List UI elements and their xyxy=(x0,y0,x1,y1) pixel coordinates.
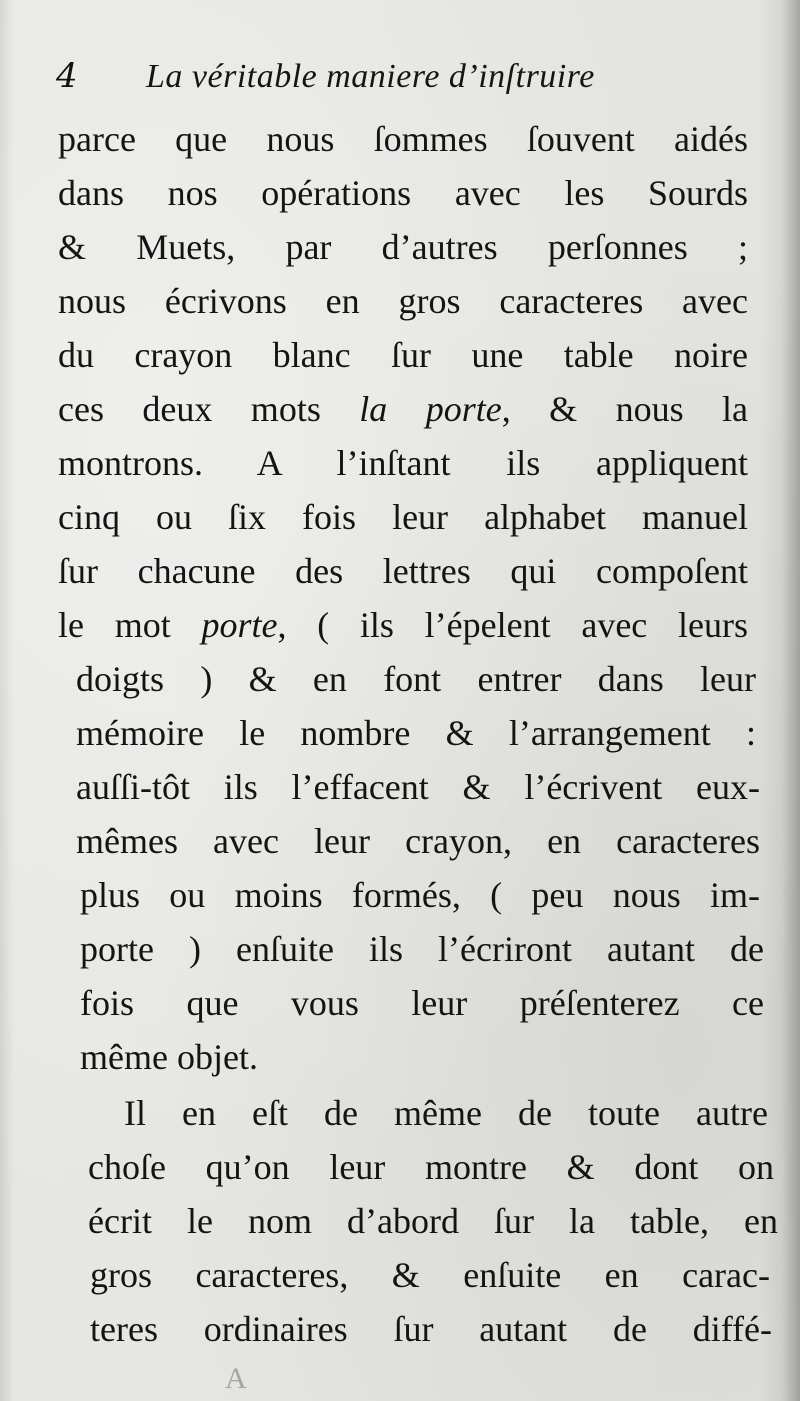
text-line-with-italic: ces deux mots la porte, & nous la xyxy=(58,389,748,429)
text-line: montrons. A l’inſtant ils appliquent xyxy=(58,443,748,483)
text-line: teres ordinaires ſur autant de diffé- xyxy=(90,1309,772,1349)
text-line: écrit le nom d’abord ſur la table, en xyxy=(88,1201,778,1241)
text-line: porte ) enſuite ils l’écriront autant de xyxy=(80,929,764,969)
text-line: fois que vous leur préſenterez ce xyxy=(80,983,764,1023)
text-line: mêmes avec leur crayon, en caracteres xyxy=(76,821,760,861)
text-line: auſſi-tôt ils l’effacent & l’écrivent eux- xyxy=(76,767,760,807)
text-line: & Muets, par d’autres perſonnes ; xyxy=(58,227,748,267)
page-header xyxy=(56,56,756,106)
text-line: nous écrivons en gros caracteres avec xyxy=(58,281,748,321)
text-line-with-italic: le mot porte, ( ils l’épelent avec leurs xyxy=(58,605,748,645)
text-line: dans nos opérations avec les Sourds xyxy=(58,173,748,213)
text-line: plus ou moins formés, ( peu nous im- xyxy=(80,875,760,915)
page-edge-shadow xyxy=(782,0,800,1401)
running-title: La véritable maniere d’inſtruire xyxy=(146,58,595,95)
text-line-paragraph-end: même objet. xyxy=(80,1037,258,1077)
text-line-paragraph-start: Il en eſt de même de toute autre xyxy=(124,1093,768,1133)
text-line: choſe qu’on leur montre & dont on xyxy=(88,1147,774,1187)
italic-emphasis: la porte xyxy=(359,389,502,429)
text-line: parce que nous ſommes ſouvent aidés xyxy=(58,119,748,159)
text-line: gros caracteres, & enſuite en carac- xyxy=(90,1255,770,1295)
text-line: doigts ) & en font entrer dans leur xyxy=(76,659,756,699)
italic-emphasis: porte xyxy=(201,605,278,645)
text-line: du crayon blanc ſur une table noire xyxy=(58,335,748,375)
text-line: cinq ou ſix fois leur alphabet manuel xyxy=(58,497,748,537)
signature-mark: A xyxy=(225,1362,263,1395)
page-number: 4 xyxy=(56,56,78,96)
text-line: mémoire le nombre & l’arrangement : xyxy=(76,713,756,753)
text-line: ſur chacune des lettres qui compoſent xyxy=(58,551,748,591)
